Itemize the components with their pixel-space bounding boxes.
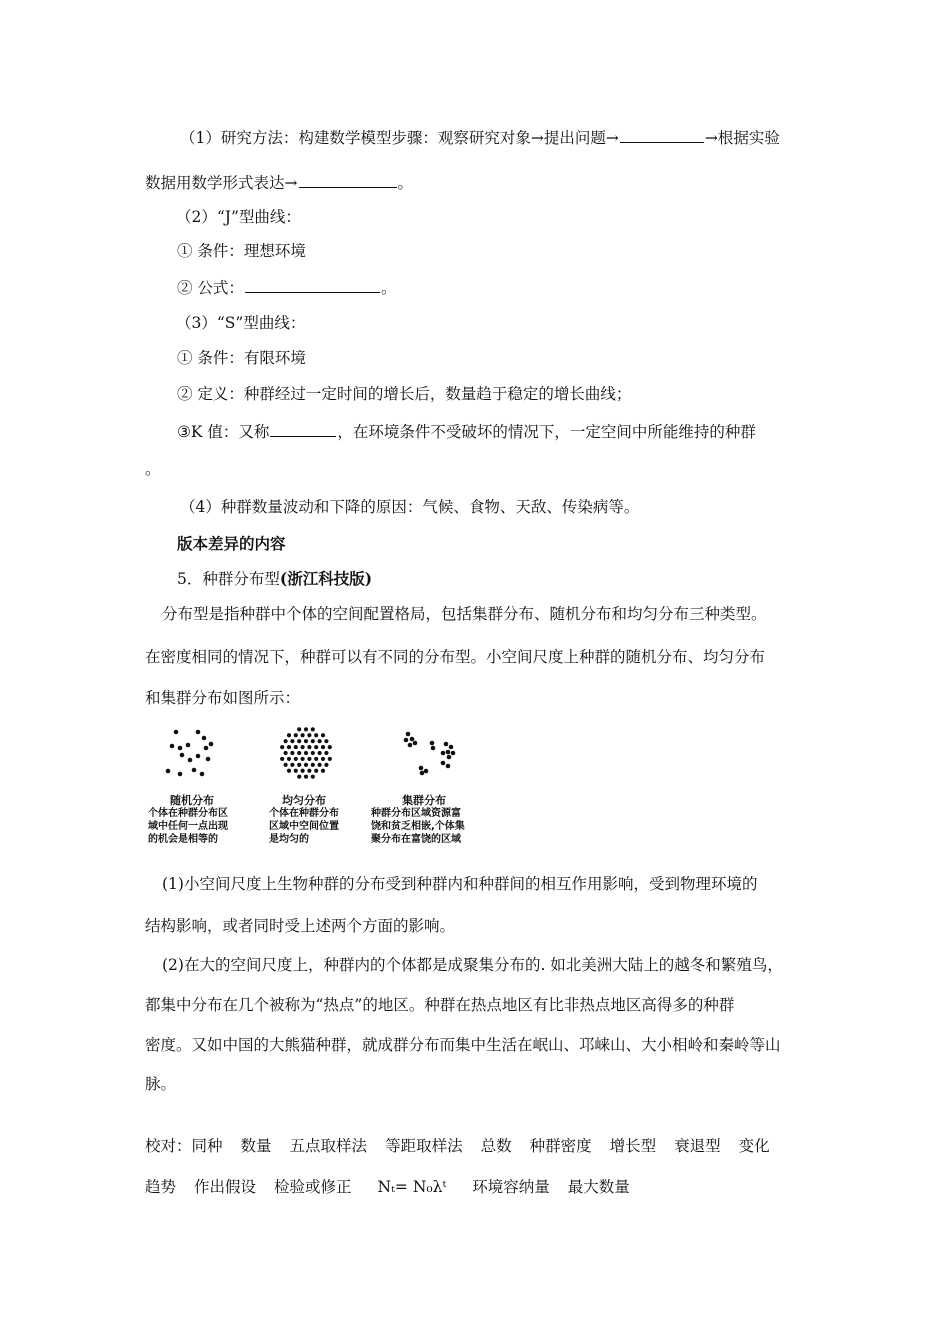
method-line-2: 数据用数学形式表达→ 。 — [145, 174, 414, 192]
dot — [318, 763, 322, 767]
dot — [314, 757, 318, 761]
uniform-desc: 个体在种群分布 区域中空间位置 是均匀的 — [269, 808, 339, 845]
point-2-b: 都集中分布在几个被称为“热点”的地区。种群在热点地区有比非热点地区高得多的种群 — [145, 996, 735, 1014]
point-2-a: (2)在大的空间尺度上，种群内的个体都是成聚集分布的. 如北美洲大陆上的越冬和繁殖鸟， — [162, 956, 783, 974]
dot — [447, 755, 452, 760]
dot — [280, 745, 284, 749]
dot — [301, 769, 305, 773]
dot — [174, 730, 179, 735]
section5-para-2: 在密度相同的情况下，种群可以有不同的分布型。小空间尺度上种群的随机分布、均匀分布 — [145, 648, 766, 666]
dot — [321, 745, 325, 749]
dot — [311, 739, 315, 743]
dot — [324, 763, 328, 767]
fluctuation-line: （4）种群数量波动和下降的原因：气候、食物、天敌、传染病等。 — [180, 498, 640, 516]
dot — [441, 751, 446, 756]
dot — [287, 745, 291, 749]
dot — [311, 751, 315, 755]
distribution-figure — [146, 726, 486, 856]
dot — [284, 751, 288, 755]
dot — [178, 746, 183, 751]
dot — [290, 751, 294, 755]
dot — [444, 742, 449, 747]
dot — [204, 746, 209, 751]
k-value-end: 。 — [145, 460, 161, 478]
dot — [321, 757, 325, 761]
dot — [297, 751, 301, 755]
blank-fill-4 — [270, 421, 336, 437]
clumped-desc: 种群分布区域资源富 饶和贫乏相嵌,个体集 聚分布在富饶的区域 — [371, 808, 465, 845]
dot — [328, 745, 332, 749]
dot — [290, 739, 294, 743]
answer-key-row-2: 趋势 作出假设 检验或修正 Nₜ= N₀λᵗ 环境容纳量 最大数量 — [145, 1178, 630, 1196]
random-title: 随机分布 — [170, 794, 214, 807]
dot — [314, 769, 318, 773]
dot — [301, 745, 305, 749]
dot — [287, 769, 291, 773]
random-distribution-dots — [166, 730, 214, 777]
dot — [446, 764, 451, 769]
dot — [424, 769, 429, 774]
dot — [209, 742, 214, 747]
blank-fill-3 — [245, 277, 380, 293]
point-1-a: (1)小空间尺度上生物种群的分布受到种群内和种群间的相互作用影响，受到物理环境的 — [162, 875, 758, 893]
version-heading: 版本差异的内容 — [177, 534, 286, 553]
j-curve-formula: ② 公式： 。 — [177, 279, 397, 297]
clumped-title: 集群分布 — [402, 794, 446, 807]
dot — [202, 736, 207, 741]
dot — [441, 761, 446, 766]
dot — [311, 727, 315, 731]
dot — [188, 758, 193, 763]
dot — [430, 741, 435, 746]
dot — [297, 727, 301, 731]
dot — [294, 757, 298, 761]
dot — [314, 733, 318, 737]
clumped-distribution-dots — [404, 732, 456, 776]
dot — [297, 775, 301, 779]
dot — [406, 732, 411, 737]
dot — [314, 745, 318, 749]
dot — [297, 739, 301, 743]
dot — [294, 745, 298, 749]
dot — [321, 769, 325, 773]
dot — [186, 743, 191, 748]
dot — [284, 763, 288, 767]
dot — [196, 730, 201, 735]
dot — [304, 763, 308, 767]
section5-para-3: 和集群分布如图所示： — [145, 689, 301, 707]
dot — [206, 757, 211, 762]
dot — [287, 757, 291, 761]
dot — [451, 751, 456, 756]
blank-fill-2 — [299, 172, 397, 188]
dot — [449, 745, 454, 750]
s-curve-condition: ① 条件：有限环境 — [177, 349, 306, 367]
dot — [294, 769, 298, 773]
dot — [178, 772, 183, 777]
dot — [419, 766, 424, 771]
dot — [321, 733, 325, 737]
dot — [307, 757, 311, 761]
k-value-line: ③K 值：又称 ，在环境条件不受破坏的情况下，一定空间中所能维持的种群 — [177, 423, 756, 441]
dot — [324, 751, 328, 755]
dot — [196, 754, 201, 759]
dot — [420, 771, 425, 776]
dot — [431, 746, 436, 751]
point-2-d: 脉。 — [145, 1075, 177, 1093]
j-curve-condition: ① 条件：理想环境 — [177, 242, 306, 260]
dot — [290, 763, 294, 767]
dot — [304, 751, 308, 755]
dot — [311, 763, 315, 767]
dot — [307, 745, 311, 749]
dot — [304, 775, 308, 779]
dot — [307, 769, 311, 773]
dot — [304, 739, 308, 743]
dot — [307, 733, 311, 737]
dot — [301, 733, 305, 737]
dot — [324, 739, 328, 743]
dot — [318, 739, 322, 743]
dot — [408, 743, 413, 748]
dot — [328, 757, 332, 761]
dot — [413, 741, 418, 746]
dot — [284, 739, 288, 743]
s-curve-definition: ② 定义：种群经过一定时间的增长后，数量趋于稳定的增长曲线； — [177, 385, 632, 403]
dot — [166, 769, 171, 774]
dot — [404, 738, 409, 743]
uniform-distribution-dots — [280, 727, 332, 779]
dot — [304, 727, 308, 731]
dot — [192, 768, 197, 773]
s-curve-title: （3）“S”型曲线： — [176, 314, 306, 332]
dot — [410, 737, 415, 742]
dot — [280, 757, 284, 761]
blank-fill-1 — [620, 127, 704, 143]
method-line-1: （1）研究方法：构建数学模型步骤：观察研究对象→提出问题→ →根据实验 — [180, 129, 780, 147]
dot — [180, 753, 185, 758]
dot — [294, 733, 298, 737]
uniform-title: 均匀分布 — [282, 794, 326, 807]
random-desc: 个体在种群分布区 域中任何一点出现 的机会是相等的 — [148, 808, 228, 845]
dot — [318, 751, 322, 755]
dot — [301, 757, 305, 761]
dot — [170, 744, 175, 749]
dot — [446, 750, 451, 755]
distribution-dots — [146, 726, 486, 796]
dot — [287, 733, 291, 737]
section5-title: 5．种群分布型(浙江科技版) — [177, 569, 373, 588]
section5-para-1: 分布型是指种群中个体的空间配置格局，包括集群分布、随机分布和均匀分布三种类型。 — [162, 605, 767, 623]
dot — [311, 775, 315, 779]
answer-key-row-1: 校对：同种 数量 五点取样法 等距取样法 总数 种群密度 增长型 衰退型 变化 — [145, 1137, 770, 1155]
dot — [297, 763, 301, 767]
dot — [200, 772, 205, 777]
point-1-b: 结构影响，或者同时受上述两个方面的影响。 — [145, 917, 456, 935]
j-curve-title: （2）“J”型曲线： — [176, 208, 301, 226]
point-2-c: 密度。又如中国的大熊猫种群，就成群分布而集中生活在岷山、邛崃山、大小相岭和秦岭等山 — [145, 1036, 781, 1054]
